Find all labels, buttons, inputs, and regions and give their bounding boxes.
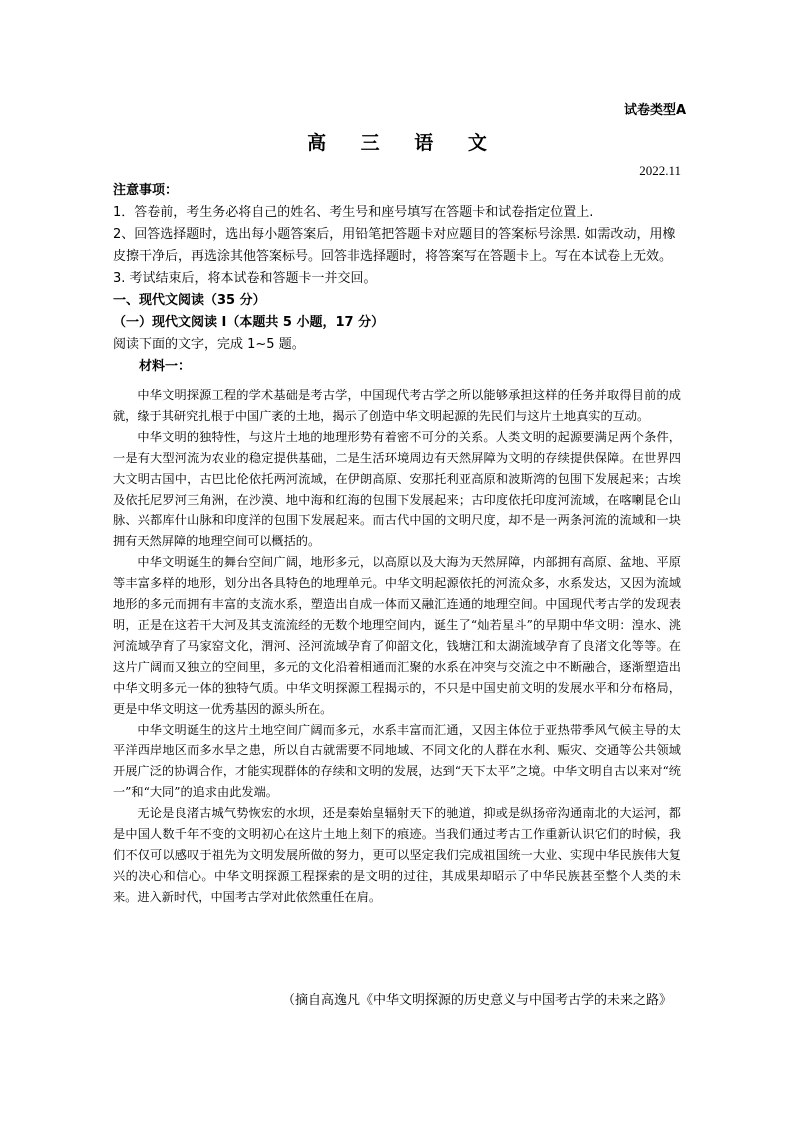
sub-section-title: （一）现代文阅读 I（本题共 5 小题，17 分） [113,315,385,330]
reading-instruction: 阅读下面的文字，完成 1~5 题。 [113,337,305,352]
exam-date: 2022.11 [639,163,681,178]
page-title: 高 三 语 文 [307,132,501,154]
passage-source: （摘自高逸凡《中华文明探源的历史意义与中国考古学的未来之路》 [281,993,672,1008]
passage-paragraph: 中华文明诞生的舞台空间广阔，地形多元，以高原以及大海为天然屏障，内部拥有高原、盆地、平原等丰富多样的地形，划分出各具特色的地理单元。中华文明起源依托的河流众多，水系发达，又因为流域地形的多元而拥有丰富的支流水系，塑造出自成一体而又融汇连通的地理空间。中国现代考古学的发现表明，正是在这若干大河及其支流流经的无数个地理空间内，诞生了“灿若星斗”的早期中华文明：湟水、洮河流域孕育了马家窑文化，渭河、泾河流域孕育了仰韶文化，钱塘江和太湖流域孕育了良渚文化等等。在这片广阔而又独立的空间里，多元的文化沿着相通而汇聚的水系在冲突与交流之中不断融合，逐渐塑造出中华文明多元一体的独特气质。中华文明探源工程揭示的，不只是中国史前文明的发展水平和分布格局，更是中华文明这一优秀基因的源头所在。 [113,555,681,716]
passage-paragraph: 中华文明探源工程的学术基础是考古学，中国现代考古学之所以能够承担这样的任务并取得目前的成就，缘于其研究扎根于中国广袤的土地，揭示了创造中华文明起源的先民们与这片土地真实的互动。 [113,388,681,423]
notice-item: 1．答卷前，考生务必将自己的姓名、考生号和座号填写在答题卡和试卷指定位置上. [113,205,594,220]
passage-paragraph: 无论是良渚古城气势恢宏的水坝，还是秦始皇辐射天下的驰道，抑或是纵扬帝沟通南北的大运河，都是中国人数千年不变的文明初心在这片土地上刻下的痕迹。当我们通过考古工作重新认识它们的时候，我们不仅可以感叹于祖先为文明发展所做的努力，更可以坚定我们完成祖国统一大业、实现中华民族伟大复兴的决心和信心。中华文明探源工程探索的是文明的过往，其成果却昭示了中华民族甚至整个人类的未来。进入新时代，中国考古学对此依然重任在肩。 [113,806,681,904]
notice-heading: 注意事项： [113,183,179,198]
passage-paragraph: 中华文明诞生的这片土地空间广阔而多元，水系丰富而汇通，又因主体位于亚热带季风气候主导的太平洋西岸地区而多水旱之患，所以自古就需要不同地域、不同文化的人群在水利、赈灾、交通等公共领域开展广泛的协调合作，才能实现群体的存续和文明的发展，达到“天下太平”之境。中华文明自古以来对“统一”和“大同”的追求由此发端。 [113,722,681,800]
passage-paragraph: 中华文明的独特性，与这片土地的地理形势有着密不可分的关系。人类文明的起源要满足两个条件，一是有大型河流为农业的稳定提供基础，二是生活环境周边有天然屏障为文明的存续提供保障。在世界四大文明古国中，古巴比伦依托两河流域，在伊朗高原、安那托利亚高原和波斯湾的包围下发展起来；古埃及依托尼罗河三角洲，在沙漠、地中海和红海的包围下发展起来；古印度依托印度河流域，在喀喇昆仑山脉、兴都库什山脉和印度洋的包围下发展起来。而古代中国的文明尺度，却不是一两条河流的流域和一块拥有天然屏障的地理空间可以概括的。 [113,429,681,549]
notice-section [113,180,681,378]
notice-item: 2、回答选择题时，选出每小题答案后，用铅笔把答题卡对应题目的答案标号涂黑. 如需改动，用橡皮擦干净后，再选涂其他答案标号。回答非选择题时，将答案写在答题卡上。写在本试卷上无效。 [113,227,676,264]
reading-passage [113,385,681,908]
paper-type-label: 试卷类型A [623,103,686,118]
material-label: 材料一： [139,359,192,374]
notice-item: 3. 考试结束后，将本试卷和答题卡一并交回。 [113,271,377,286]
part-title: 一、现代文阅读（35 分） [113,293,266,308]
